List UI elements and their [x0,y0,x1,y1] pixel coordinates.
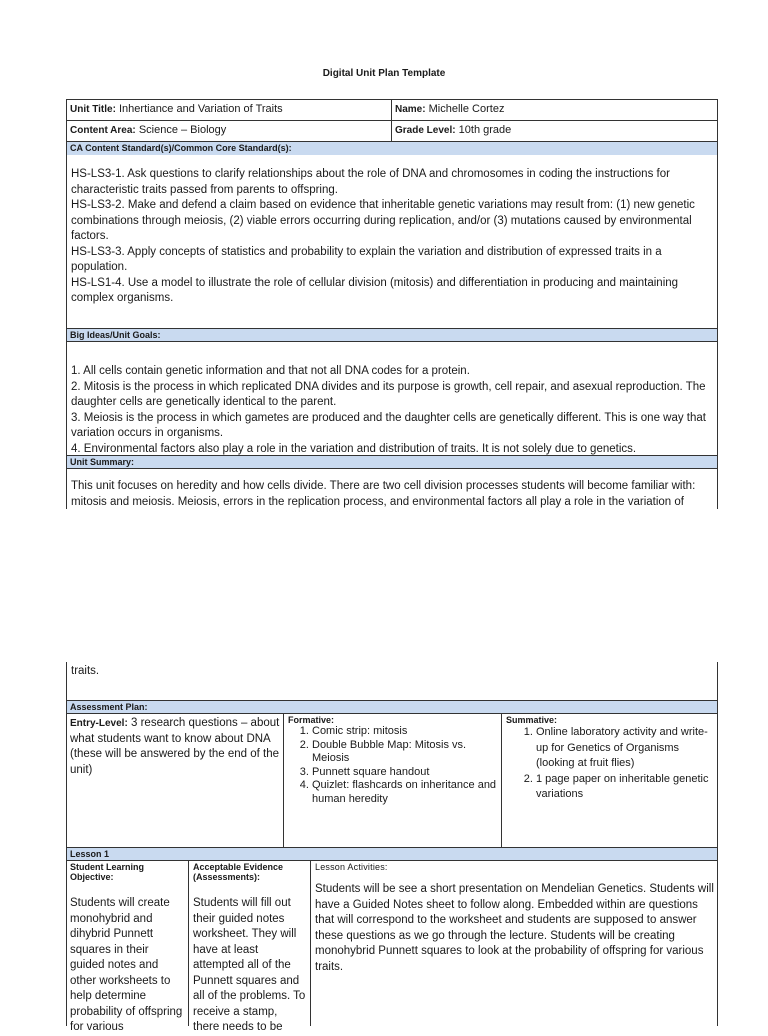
standards-body [67,155,717,328]
objective-text: Students will create monohybrid and dihybrid Punnett squares in their guided notes and other worksheets to help determine probability of offspring for various [70,897,183,1033]
grade-level-value: 10th grade [458,124,512,136]
big-idea-item: 4. Environmental factors also play a role in the variation and distribution of traits. It is not solely due to genetics. [71,442,637,455]
standards-section [66,142,718,329]
evidence-label: Acceptable Evidence (Assessments): [193,862,284,882]
unit-summary-body: This unit focuses on heredity and how cells divide. There are two cell division processes students will become familiar with: mitosis and meiosis. Meiosis, errors in the replication process, and environmental factors all play a role in the variation of [71,480,696,508]
big-idea-item: 2. Mitosis is the process in which replicated DNA divides and its purpose is growth, cell repair, and asexual reproduction. The daughter cells are genetically identical to the parent. [71,380,706,408]
unit-title-cell [67,100,390,120]
formative-label: Formative: [288,715,335,725]
unit-summary-continued [66,662,718,701]
big-idea-item: 3. Meiosis is the process in which gametes are produced and the daughter cells are genetically different. This is one way that variation occurs in organisms. [71,411,706,439]
lesson1-section [66,848,718,1033]
formative-item: 2. Double Bubble Map: Mitosis vs. Meiosis [312,739,497,766]
lesson1-header: Lesson 1 [67,848,717,861]
big-ideas-body [67,342,717,455]
content-area-cell [67,121,390,141]
unit-title-value: Inhertiance and Variation of Traits [119,103,283,115]
standard-item: HS-LS1-4. Use a model to illustrate the role of cellular division (mitosis) and differentiation in producing and maintaining complex organisms. [71,276,679,304]
entry-level-text: 3 research questions – about what students want to know about DNA (these will be answered by the end of the unit) [70,717,280,776]
summative-item: 2. 1 page paper on inheritable genetic variations [536,772,714,803]
standard-item: HS-LS3-3. Apply concepts of statistics and probability to explain the variation and distribution of expressed traits in a population. [71,245,662,273]
entry-level-cell [67,714,283,847]
standard-item: HS-LS3-1. Ask questions to clarify relationships about the role of DNA and chromosomes in coding the instructions for characteristic traits passed from parents to offspring. [71,168,670,196]
grade-level-label: Grade Level: [395,125,456,136]
content-area-value: Science – Biology [138,124,227,136]
formative-item: 3. Punnett square handout [312,766,497,780]
activities-label: Lesson Activities: [315,862,388,872]
summative-cell [502,714,718,847]
objective-cell [67,861,188,1033]
lesson1-body [67,861,717,1033]
formative-item: 1. Comic strip: mitosis [312,725,497,739]
grade-level-cell [392,121,718,141]
content-area-label: Content Area: [70,125,136,136]
evidence-text: Students will fill out their guided notes worksheet. They will have at least attempted all of the Punnett squares and all of the problems. To receive a stamp, there needs to be [193,897,306,1033]
formative-list [288,725,497,806]
big-ideas-section [66,329,718,456]
unit-summary-section [66,456,718,509]
assessment-section [66,701,718,848]
activities-cell [311,861,718,1026]
unit-plan-table-top [66,99,718,509]
page-title: Digital Unit Plan Template [322,68,446,79]
unit-title-label: Unit Title: [70,104,116,115]
evidence-cell [189,861,310,1033]
standard-item: HS-LS3-2. Make and defend a claim based on evidence that inheritable genetic variations may result from: (1) new genetic combinations through meiosis, (2) viable errors occurring during replication, and/or (3) mutations caused by environmental factors. [71,199,695,242]
formative-item: 4. Quizlet: flashcards on inheritance and human heredity [312,779,497,806]
big-ideas-header: Big Ideas/Unit Goals: [67,329,717,342]
summative-item: 1. Online laboratory activity and write-up for Genetics of Organisms (looking at fruit flies) [536,725,714,772]
name-label: Name: [395,104,426,115]
unit-title-row [66,99,718,121]
content-area-row [66,121,718,142]
name-value: Michelle Cortez [428,103,505,115]
activities-text: Students will be see a short presentation on Mendelian Genetics. Students will have a Guided Notes sheet to follow along. Embedded within are questions that will correspond to the worksheet and students are supposed to answer these questions as we go through the lecture. Students will be creating monohybrid Punnett squares to look at the probability of offspring for various traits. [315,883,714,973]
summative-label: Summative: [506,715,558,725]
assessment-header: Assessment Plan: [67,701,717,714]
big-idea-item: 1. All cells contain genetic information and that not all DNA codes for a protein. [71,365,470,377]
objective-label: Student Learning Objective: [70,862,144,882]
standards-header: CA Content Standard(s)/Common Core Standard(s): [67,142,717,155]
name-cell [392,100,718,120]
entry-level-label: Entry-Level: [70,718,128,729]
unit-summary-header: Unit Summary: [67,456,717,469]
unit-plan-table-bottom [66,662,718,1033]
assessment-body [67,714,717,847]
summative-list [506,725,714,803]
formative-cell [284,714,501,847]
unit-summary-continued-text: traits. [71,665,100,677]
